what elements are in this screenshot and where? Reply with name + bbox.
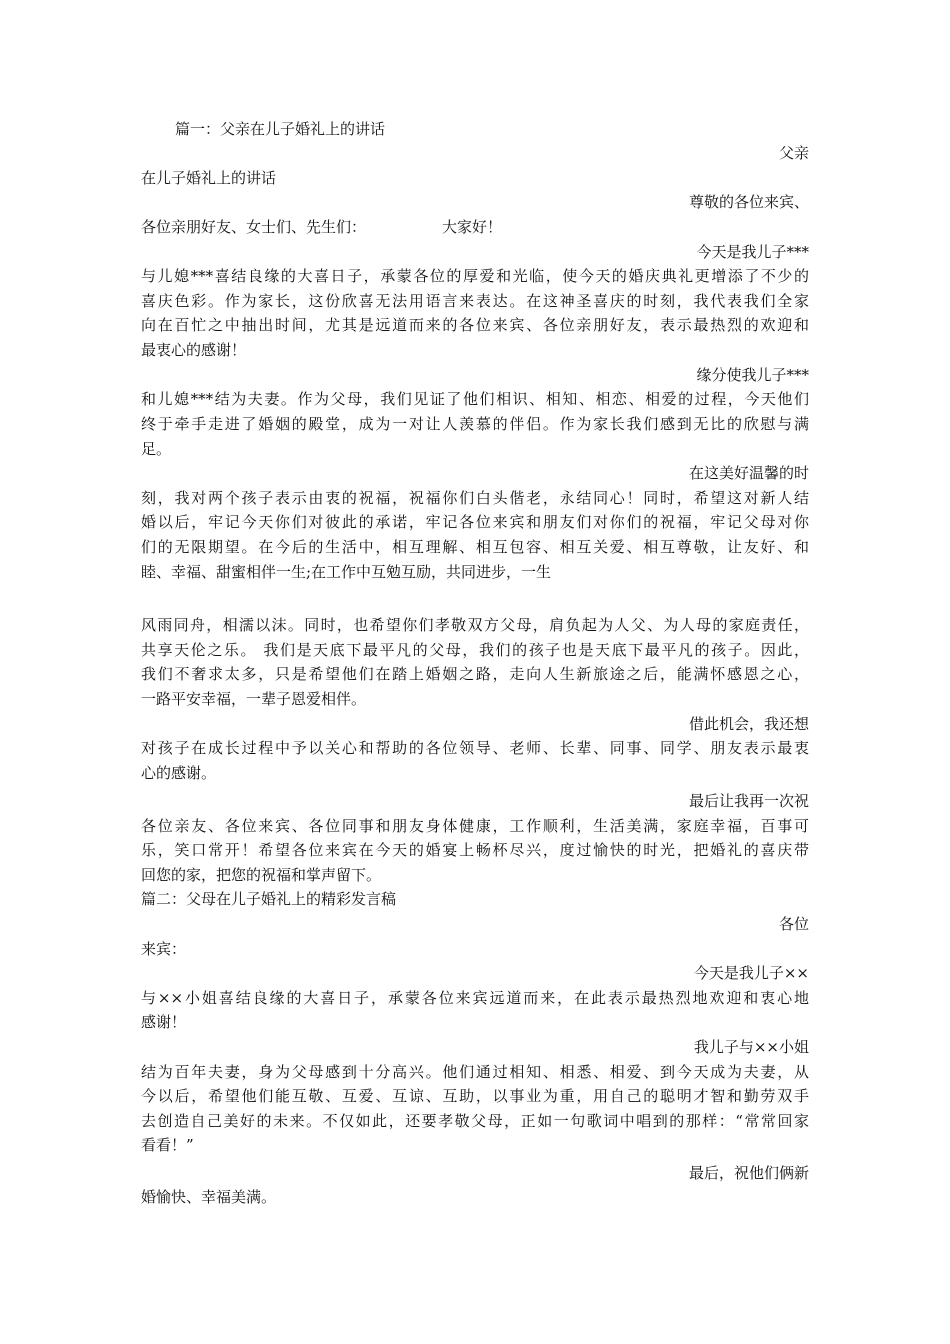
text-line: 们的无限期望。在今后的生活中，相互理解、相互包容、相互关爱、相互尊敬，让友好、和 <box>141 538 809 556</box>
section-heading-1: 篇一：父亲在儿子婚礼上的讲话 <box>175 120 386 138</box>
title-line-b: 在儿子婚礼上的讲话 <box>141 169 277 187</box>
greeting-line-a: 各位 <box>778 915 809 933</box>
text-line: 最衷心的感谢！ <box>141 341 247 359</box>
greeting-line-a: 尊敬的各位来宾、 <box>688 193 809 211</box>
text-line: 我们不奢求太多，只是希望他们在踏上婚姻之路，走向人生新旅途之后，能满怀感恩之心， <box>141 665 809 683</box>
text-line: 看看！” <box>141 1136 194 1154</box>
text-line: 与××小姐喜结良缘的大喜日子，承蒙各位来宾远道而来，在此表示最热烈地欢迎和衷心地 <box>141 989 809 1007</box>
text-line: 去创造自己美好的未来。不仅如此，还要孝敬父母，正如一句歌词中唱到的那样：“常常回家 <box>141 1112 809 1130</box>
text-line: 乐，笑口常开！希望各位来宾在今天的婚宴上畅杯尽兴，度过愉快的时光，把婚礼的喜庆带 <box>141 841 809 859</box>
text-line: 结为百年夫妻，身为父母感到十分高兴。他们通过相知、相悉、相爱、到今天成为夫妻，从 <box>141 1063 809 1081</box>
text-line: 足。 <box>141 440 172 458</box>
text-line: 婚愉快、幸福美满。 <box>141 1188 277 1206</box>
text-line: 在这美好温馨的时 <box>688 464 809 482</box>
text-line: 今以后，希望他们能互敬、互爱、互谅、互助，以事业为重，用自己的聪明才智和勤劳双手 <box>141 1087 809 1105</box>
text-line: 一路平安幸福，一辈子恩爱相伴。 <box>141 690 367 708</box>
greeting-line-b: 各位亲朋好友、女士们、先生们： <box>141 218 367 236</box>
text-line: 与儿媳***喜结良缘的大喜日子，承蒙各位的厚爱和光临，使今天的婚庆典礼更增添了不少的 <box>141 267 809 285</box>
text-line: 风雨同舟，相濡以沫。同时，也希望你们孝敬双方父母，肩负起为人父、为人母的家庭责任， <box>141 616 809 634</box>
text-line: 喜庆色彩。作为家长，这份欣喜无法用语言来表达。在这神圣喜庆的时刻，我代表我们全家 <box>141 292 809 310</box>
text-line: 今天是我儿子*** <box>696 243 809 261</box>
text-line: 对孩子在成长过程中予以关心和帮助的各位领导、老师、长辈、同事、同学、朋友表示最衷 <box>141 739 809 757</box>
text-line: 我儿子与××小姐 <box>693 1038 809 1056</box>
text-line: 感谢！ <box>141 1013 187 1031</box>
title-line-a: 父亲 <box>778 144 809 162</box>
text-line: 终于牵手走进了婚姻的殿堂，成为一对让人羡慕的伴侣。作为家长我们感到无比的欣慰与满 <box>141 415 809 433</box>
text-line: 各位亲友、各位来宾、各位同事和朋友身体健康，工作顺利，生活美满，家庭幸福，百事可 <box>141 817 809 835</box>
greeting-line-b: 来宾： <box>141 940 187 958</box>
text-line: 最后，祝他们俩新 <box>688 1164 809 1182</box>
text-line: 借此机会，我还想 <box>688 715 809 733</box>
text-line: 缘分使我儿子*** <box>696 366 809 384</box>
text-line: 今天是我儿子×× <box>693 964 809 982</box>
text-line: 最后让我再一次祝 <box>688 792 809 810</box>
section-heading-2: 篇二：父母在儿子婚礼上的精彩发言稿 <box>141 890 397 908</box>
text-line: 婚以后，牢记今天你们对彼此的承诺，牢记各位来宾和朋友们对你们的祝福，牢记父母对你 <box>141 513 809 531</box>
greeting-hello: 大家好！ <box>442 218 503 236</box>
text-line: 刻，我对两个孩子表示由衷的祝福，祝福你们白头偕老，永结同心！同时，希望这对新人结 <box>141 489 809 507</box>
text-line: 共享天伦之乐。 我们是天底下最平凡的父母，我们的孩子也是天底下最平凡的孩子。因此， <box>141 641 809 659</box>
text-line: 向在百忙之中抽出时间，尤其是远道而来的各位来宾、各位亲朋好友，表示最热烈的欢迎和 <box>141 316 809 334</box>
text-line: 心的感谢。 <box>141 764 217 782</box>
text-line: 睦、幸福、甜蜜相伴一生;在工作中互勉互励，共同进步，一生 <box>141 563 552 581</box>
text-line: 和儿媳***结为夫妻。作为父母，我们见证了他们相识、相知、相恋、相爱的过程，今天他们 <box>141 390 809 408</box>
text-line: 回您的家，把您的祝福和掌声留下。 <box>141 866 382 884</box>
